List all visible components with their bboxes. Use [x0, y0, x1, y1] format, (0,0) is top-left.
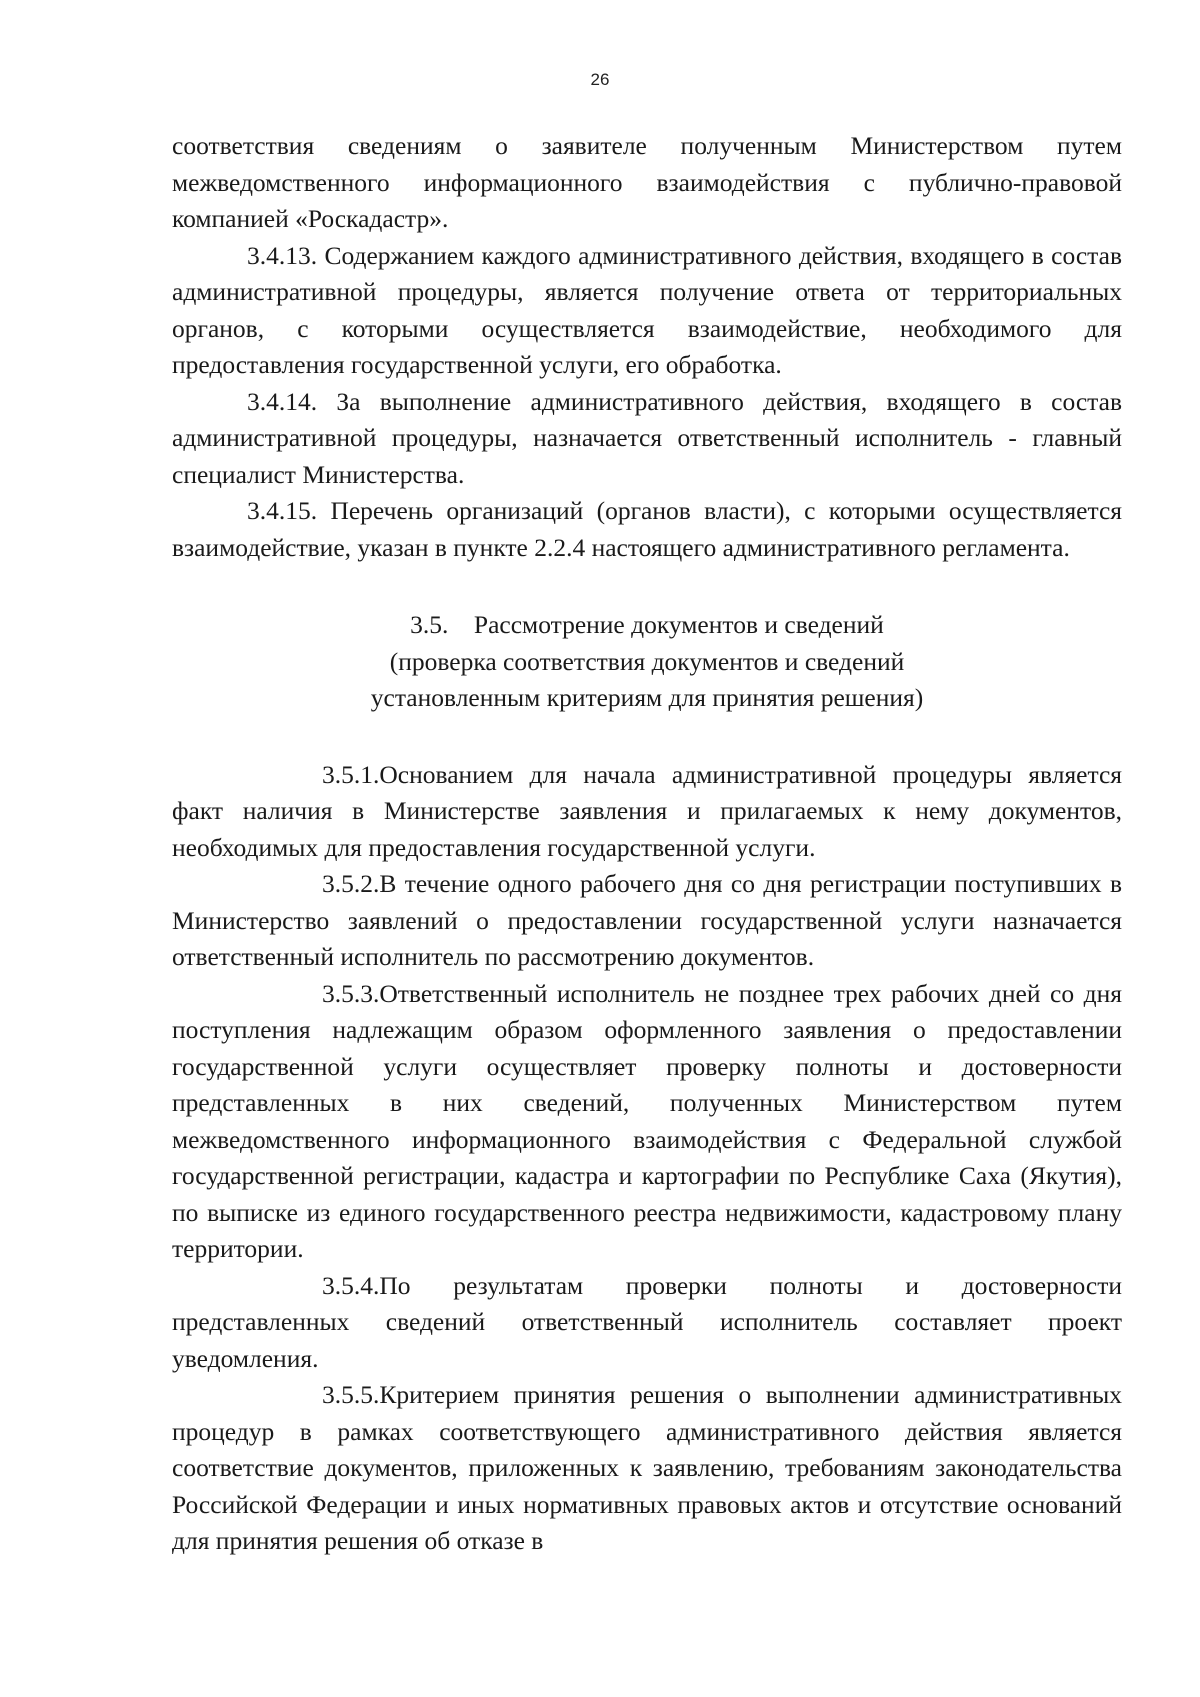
paragraph-3-5-3 [172, 976, 1122, 1268]
section-number: 3.5. [410, 610, 449, 639]
section-title: Рассмотрение документов и сведений [473, 610, 884, 639]
paragraph-text: Основанием для начала административной процедуры является факт наличия в Министерстве заявления и прилагаемых к нему документов, необходимых для предоставления государственной услуги. [172, 759, 1122, 862]
paragraph-text: Перечень организаций (органов власти), с которыми осуществляется взаимодействие, указан в пункте 2.2.4 настоящего административного регламента. [172, 496, 1123, 562]
paragraph-3-5-5 [172, 1377, 1122, 1560]
section-heading-line-1 [172, 607, 1122, 644]
paragraph-text: Содержанием каждого административного действия, входящего в состав административной процедуры, является получение ответа от территориальных органов, с которыми осуществляется взаимодействие, необходимого для предоставления государственной услуги, его обработка. [172, 240, 1122, 379]
paragraph-text: Критерием принятия решения о выполнении административных процедур в рамках соответствующего административного действия является соответствие документов, приложенных к заявлению, требованиям законодательства Российской Федерации и иных нормативных правовых актов и отсутствие оснований для принятия решения об отказе в [172, 1380, 1122, 1555]
section-heading-line-3: установленным критериям для принятия решения) [370, 683, 924, 712]
paragraph-3-5-1 [172, 757, 1122, 867]
paragraph-text: За выполнение административного действия, входящего в состав административной процедуры, назначается ответственный исполнитель - главный специалист Министерства. [172, 386, 1122, 489]
paragraph-number: 3.5.2. [322, 869, 380, 898]
paragraph-number: 3.4.15. [247, 496, 318, 525]
paragraph-text: В течение одного рабочего дня со дня регистрации поступивших в Министерство заявлений о предоставлении государственной услуги назначается ответственный исполнитель по рассмотрению документов. [172, 869, 1122, 971]
paragraph-number: 3.5.1. [322, 759, 380, 789]
paragraph-3-4-13 [172, 238, 1122, 384]
document-body [172, 128, 1122, 1560]
paragraph-3-4-15 [172, 493, 1122, 566]
paragraph-3-4-14 [172, 384, 1122, 494]
paragraph-continued: соответствия сведениям о заявителе полученным Министерством путем межведомственного информационного взаимодействия с публично-правовой компанией «Роскадастр». [172, 131, 1122, 233]
paragraph-number: 3.4.13. [247, 240, 318, 270]
section-heading-line-2: (проверка соответствия документов и сведений [389, 646, 905, 676]
paragraph-number: 3.5.3. [322, 978, 380, 1008]
paragraph-number: 3.5.5. [322, 1380, 380, 1409]
paragraph-number: 3.4.14. [247, 386, 318, 416]
paragraph-3-5-2 [172, 866, 1122, 976]
page-number: 26 [590, 70, 610, 89]
paragraph-text: Ответственный исполнитель не позднее трех рабочих дней со дня поступления надлежащим образом оформленного заявления о предоставлении государственной услуги осуществляет проверку полноты и достоверности представленных в них сведений, полученных Министерством путем межведомственного информационного взаимодействия с Федеральной службой государственной регистрации, кадастра и картографии по Республике Саха (Якутия), по выписке из единого государственного реестра недвижимости, кадастровому плану территории. [172, 978, 1122, 1263]
paragraph-3-5-4 [172, 1268, 1122, 1378]
paragraph-text: По результатам проверки полноты и достоверности представленных сведений ответственный исполнитель составляет проект уведомления. [172, 1270, 1122, 1373]
paragraph-number: 3.5.4. [322, 1270, 380, 1300]
section-heading [172, 607, 1122, 717]
